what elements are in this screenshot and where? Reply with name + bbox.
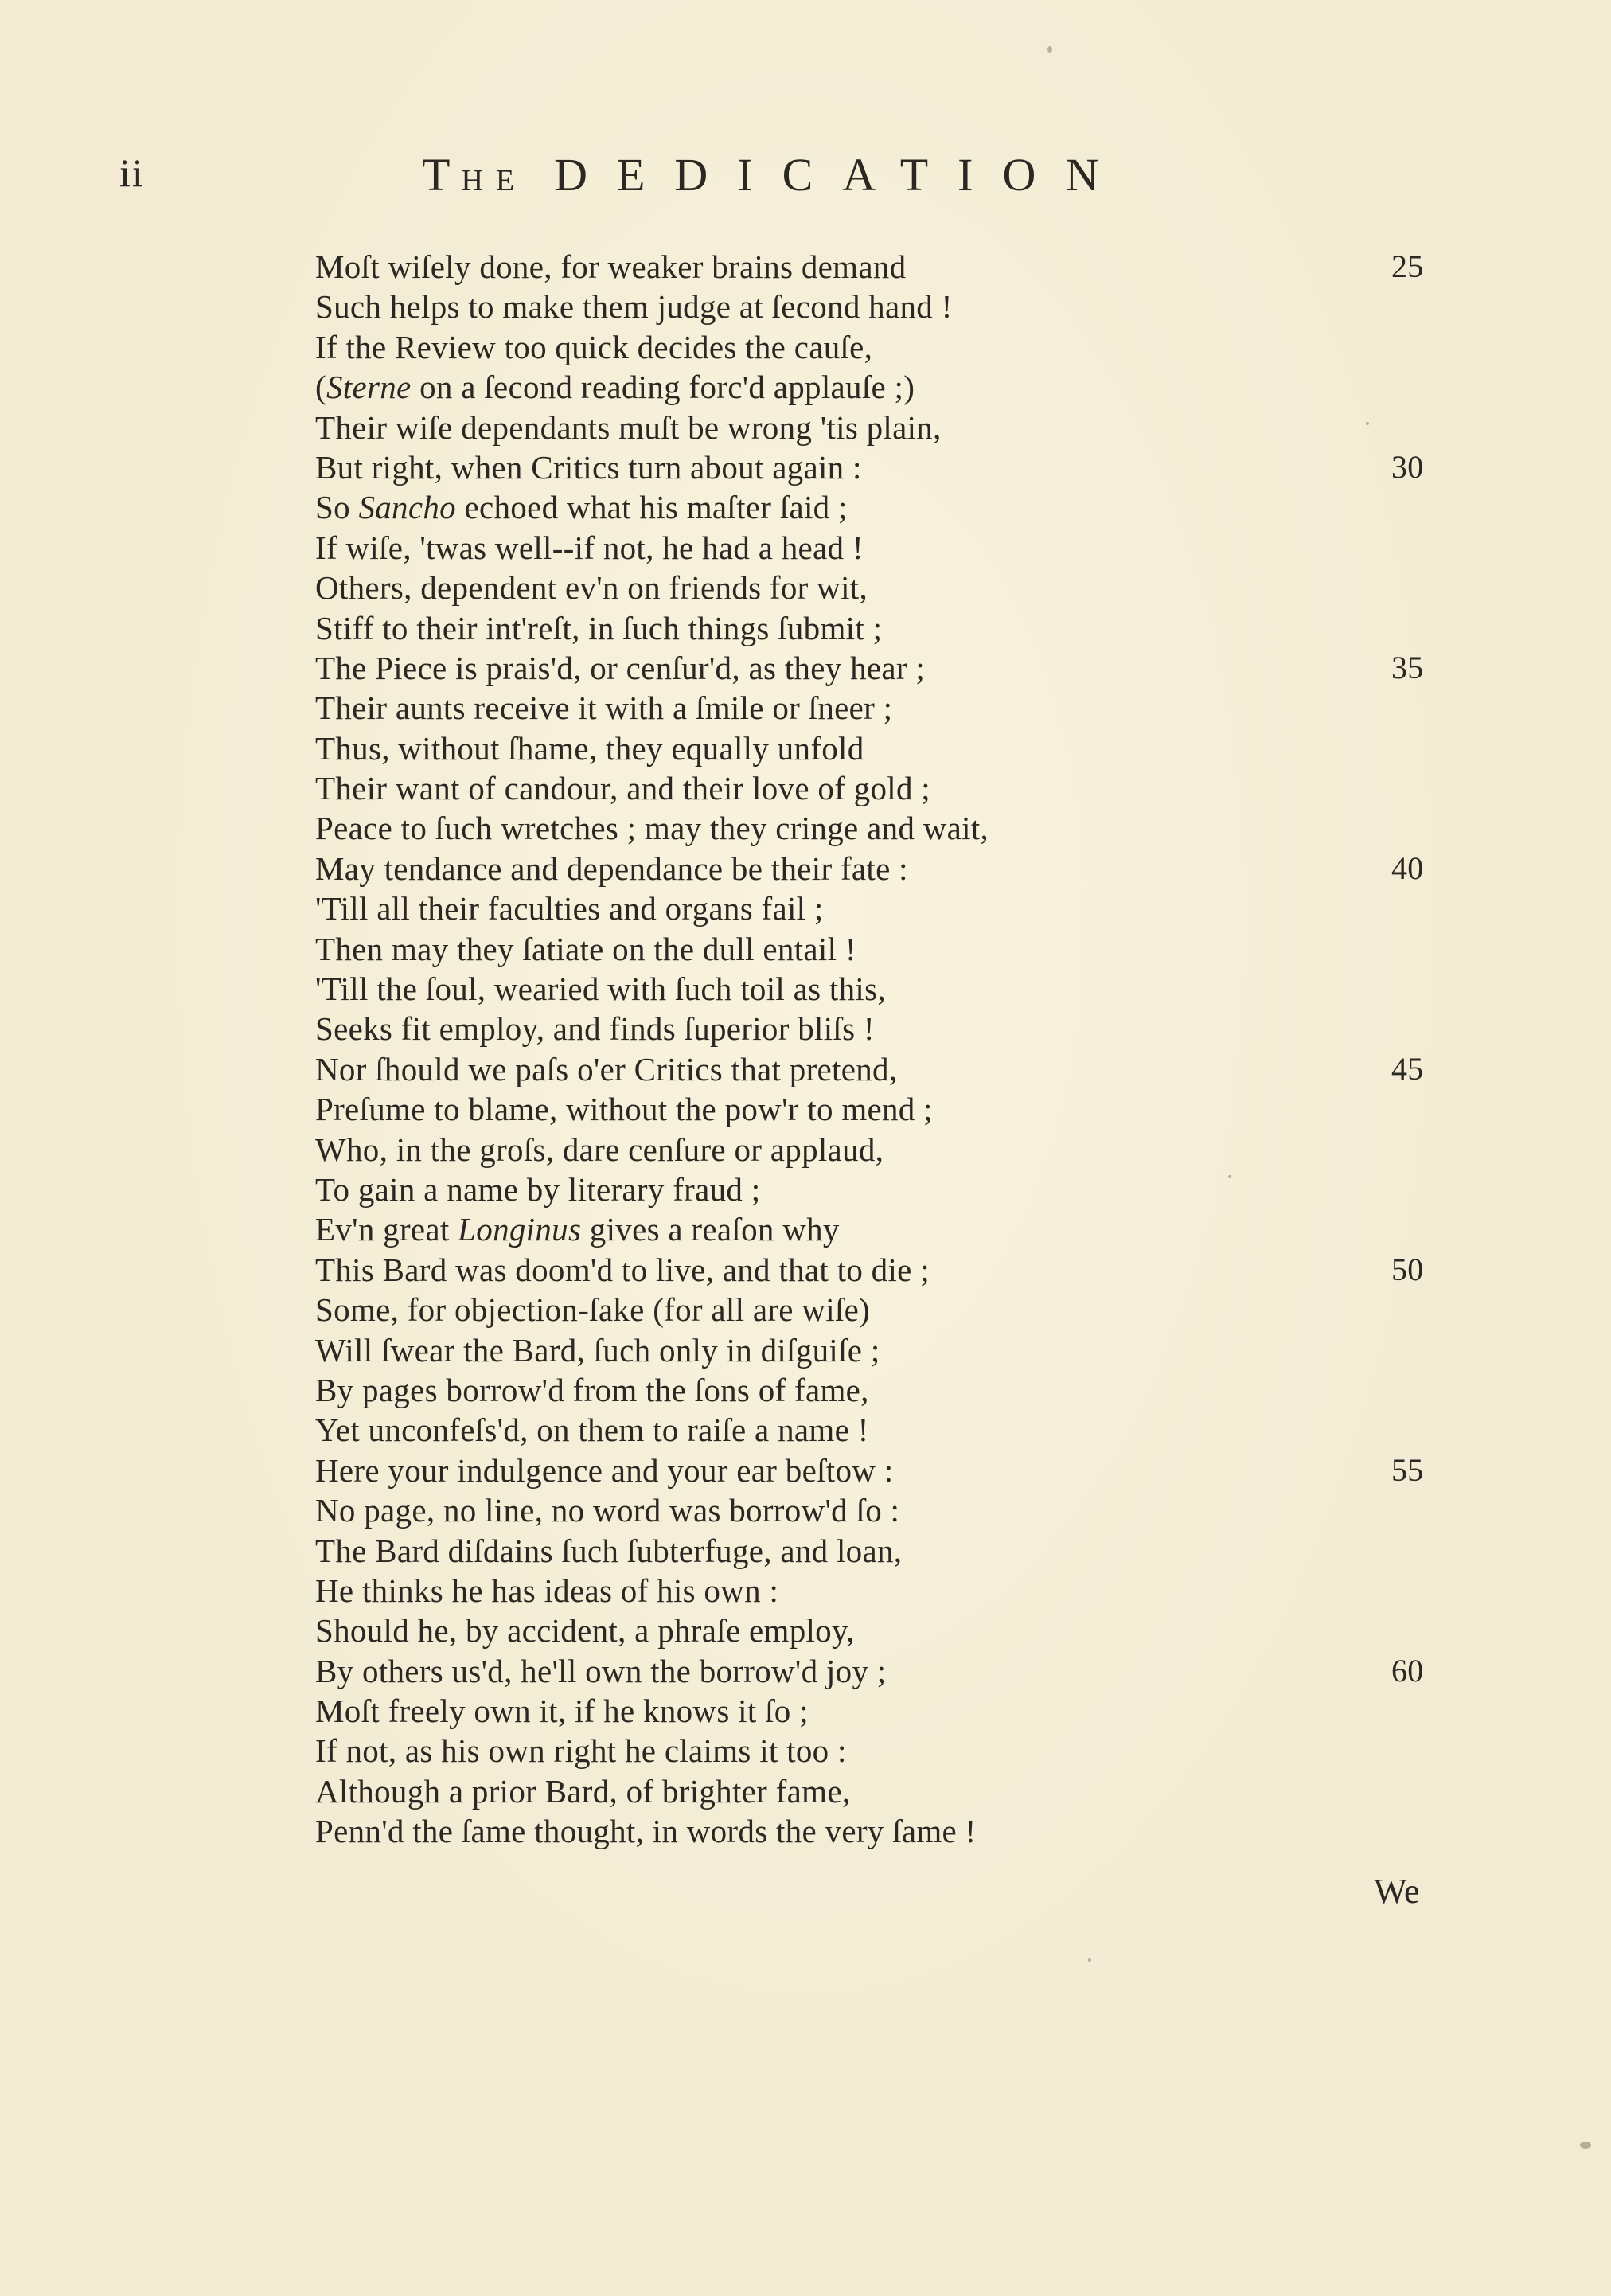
poem-line-text xyxy=(315,1171,760,1208)
poem-line-text xyxy=(315,1372,869,1408)
page-folio: ii xyxy=(119,150,145,195)
poem-line xyxy=(315,1009,1430,1048)
poem-line-text xyxy=(315,931,856,967)
poem-line-text xyxy=(315,730,864,767)
poem-line-text xyxy=(315,1732,847,1769)
poem-line-text xyxy=(315,1211,840,1248)
paper-speck xyxy=(1228,1175,1231,1178)
poem-line-text xyxy=(315,1251,930,1288)
poem-line-text xyxy=(315,810,989,846)
line-segment: Then may they ſatiate on the dull entail ! xyxy=(315,930,856,967)
poem-line xyxy=(315,1451,1430,1490)
poem-line-text xyxy=(315,1773,850,1810)
line-segment: Who, in the groſs, dare cenſure or applaud, xyxy=(315,1130,884,1168)
line-segment: Preſume to blame, without the pow'r to mend ; xyxy=(315,1091,933,1128)
line-segment: Here your indulgence and your ear beſtow : xyxy=(315,1451,894,1489)
paper-speck xyxy=(1366,422,1369,425)
line-segment: If wiſe, 'twas well--if not, he had a head ! xyxy=(315,529,864,566)
line-segment: The Bard diſdains ſuch ſubterfuge, and loan, xyxy=(315,1532,903,1569)
poem-line xyxy=(315,247,1430,287)
line-segment: If the Review too quick decides the cauſe, xyxy=(315,328,873,365)
poem-line-text xyxy=(315,1010,875,1047)
poem-line xyxy=(315,768,1430,808)
poem-line xyxy=(315,1130,1430,1169)
running-head-prefix-initial: T xyxy=(422,149,462,201)
line-segment: So xyxy=(315,489,359,526)
line-segment: Moſt freely own it, if he knows it ſo ; xyxy=(315,1693,809,1730)
poem-line xyxy=(315,969,1430,1009)
line-segment: Although a prior Bard, of brighter fame, xyxy=(315,1772,851,1810)
running-head-prefix xyxy=(422,149,527,201)
poem-line-text xyxy=(315,449,862,486)
poem-line-text xyxy=(315,1332,880,1369)
poem-line xyxy=(315,287,1430,326)
poem-line-text xyxy=(315,409,942,446)
poem-line xyxy=(315,367,1430,407)
line-segment: Thus, without ſhame, they equally unfold xyxy=(315,729,864,767)
poem-line xyxy=(315,1651,1430,1691)
line-segment: By pages borrow'd from the ſons of fame, xyxy=(315,1371,869,1408)
line-number: 35 xyxy=(1391,649,1424,685)
line-segment: If not, as his own right he claims it too : xyxy=(315,1732,847,1770)
line-segment: gives a reaſon why xyxy=(581,1211,840,1248)
line-number: 25 xyxy=(1391,248,1424,284)
line-number: 50 xyxy=(1391,1251,1424,1287)
poem-line xyxy=(315,1771,1430,1811)
poem-line-text xyxy=(315,1051,897,1087)
italic-name: Sterne xyxy=(326,369,412,406)
poem-line xyxy=(315,327,1430,367)
poem-line-text xyxy=(315,248,906,285)
poem-line-text xyxy=(315,890,824,927)
line-number: 60 xyxy=(1391,1652,1424,1689)
line-segment: Moſt wiſely done, for weaker brains demand xyxy=(315,248,907,285)
catchword: We xyxy=(1374,1872,1420,1911)
running-head xyxy=(422,148,1128,201)
poem-line-text xyxy=(315,1131,884,1168)
poem-line-text xyxy=(315,369,915,405)
poem-line-text xyxy=(315,689,892,726)
poem-line xyxy=(315,1169,1430,1209)
poem-line-text xyxy=(315,288,953,325)
poem-line-text xyxy=(315,850,908,887)
line-segment: echoed what his maſter ſaid ; xyxy=(455,489,848,526)
poem-line xyxy=(315,929,1430,969)
poem-line xyxy=(315,447,1430,487)
line-segment: Seeks fit employ, and finds ſuperior bliſs ! xyxy=(315,1010,875,1048)
poem-line xyxy=(315,528,1430,568)
poem-line xyxy=(315,1209,1430,1249)
poem-line-text xyxy=(315,1813,977,1849)
poem-line-text xyxy=(315,1693,809,1729)
line-segment: To gain a name by literary fraud ; xyxy=(315,1170,761,1208)
line-segment: Penn'd the ſame thought, in words the very ſame ! xyxy=(315,1813,977,1850)
line-segment: By others us'd, he'll own the borrow'd joy ; xyxy=(315,1652,887,1689)
poem-line-text xyxy=(315,1412,869,1448)
poem-line-text xyxy=(315,1492,899,1529)
poem-line xyxy=(315,608,1430,648)
poem-line xyxy=(315,568,1430,607)
running-head-title: DEDICATION xyxy=(554,149,1129,201)
poem-line xyxy=(315,408,1430,447)
line-segment: Their wiſe dependants muſt be wrong 'tis plain, xyxy=(315,408,942,446)
line-segment: Ev'n great xyxy=(315,1211,458,1248)
poem-line-text xyxy=(315,569,868,606)
line-segment: Others, dependent ev'n on friends for wit, xyxy=(315,569,868,607)
poem-line-text xyxy=(315,650,925,686)
poem-line xyxy=(315,1250,1430,1290)
poem-line xyxy=(315,1410,1430,1450)
poem-line xyxy=(315,487,1430,527)
poem-line-text xyxy=(315,1452,893,1489)
poem-line-text xyxy=(315,1533,902,1569)
line-segment: Nor ſhould we paſs o'er Critics that pretend, xyxy=(315,1050,898,1087)
poem-line xyxy=(315,888,1430,928)
line-segment: Should he, by accident, a phraſe employ, xyxy=(315,1612,855,1650)
line-segment: He thinks he has ideas of his own : xyxy=(315,1572,779,1609)
poem-line-text xyxy=(315,1091,933,1127)
poem-line xyxy=(315,1370,1430,1410)
poem-line-text xyxy=(315,970,886,1007)
italic-name: Longinus xyxy=(458,1211,582,1248)
line-segment: This Bard was doom'd to live, and that to die ; xyxy=(315,1251,930,1288)
line-segment: But right, when Critics turn about again : xyxy=(315,448,862,486)
line-segment: No page, no line, no word was borrow'd ſo : xyxy=(315,1492,900,1529)
line-number: 55 xyxy=(1391,1451,1424,1488)
poem-line xyxy=(315,849,1430,888)
line-segment: May tendance and dependance be their fate : xyxy=(315,849,908,887)
poem-line xyxy=(315,1571,1430,1611)
paper-speck xyxy=(1088,1958,1091,1962)
poem-line-text xyxy=(315,329,872,365)
poem-line xyxy=(315,1089,1430,1129)
poem-line xyxy=(315,1731,1430,1771)
poem-line xyxy=(315,1691,1430,1731)
poem-line-text xyxy=(315,1572,778,1609)
line-segment: Peace to ſuch wretches ; may they cringe and wait, xyxy=(315,810,989,847)
paper-speck xyxy=(1580,2142,1591,2149)
line-segment: Such helps to make them judge at ſecond hand ! xyxy=(315,288,953,326)
poem-line-text xyxy=(315,529,864,566)
italic-name: Sancho xyxy=(358,489,456,526)
poem-line xyxy=(315,648,1430,688)
line-segment: Yet unconfeſs'd, on them to raiſe a name ! xyxy=(315,1412,869,1449)
poem-line xyxy=(315,1049,1430,1089)
poem-line-text xyxy=(315,1612,855,1649)
running-head-prefix-rest: HE xyxy=(461,164,528,197)
line-segment: Stiff to their int'reſt, in ſuch things ſubmit ; xyxy=(315,609,883,646)
poem-line xyxy=(315,1490,1430,1530)
line-segment: 'Till all their faculties and organs fail ; xyxy=(315,890,824,927)
poem-line-text xyxy=(315,489,848,525)
poem-line xyxy=(315,1290,1430,1330)
poem-line xyxy=(315,688,1430,728)
poem-line xyxy=(315,1531,1430,1571)
line-segment: on a ſecond reading forc'd applauſe ;) xyxy=(411,369,915,406)
line-segment: Their aunts receive it with a ſmile or ſneer ; xyxy=(315,689,893,727)
poem-line xyxy=(315,1811,1430,1851)
paper-speck xyxy=(1047,46,1052,53)
poem-line xyxy=(315,1330,1430,1370)
poem-line xyxy=(315,728,1430,768)
poem-line xyxy=(315,1611,1430,1650)
poem-body xyxy=(315,247,1430,1852)
line-number: 45 xyxy=(1391,1050,1424,1087)
poem-line-text xyxy=(315,1653,887,1689)
line-segment: 'Till the ſoul, wearied with ſuch toil as this, xyxy=(315,970,886,1008)
line-segment: Their want of candour, and their love of gold ; xyxy=(315,770,930,807)
poem-line xyxy=(315,808,1430,848)
line-segment: Some, for objection-ſake (for all are wiſe) xyxy=(315,1291,871,1329)
line-segment: The Piece is prais'd, or cenſur'd, as they hear ; xyxy=(315,649,926,686)
poem-line-text xyxy=(315,1291,870,1328)
poem-line-text xyxy=(315,770,930,806)
line-segment: Will ſwear the Bard, ſuch only in diſguiſe ; xyxy=(315,1331,880,1369)
line-number: 40 xyxy=(1391,849,1424,886)
line-segment: ( xyxy=(315,369,326,406)
poem-line-text xyxy=(315,610,882,646)
line-number: 30 xyxy=(1391,448,1424,485)
